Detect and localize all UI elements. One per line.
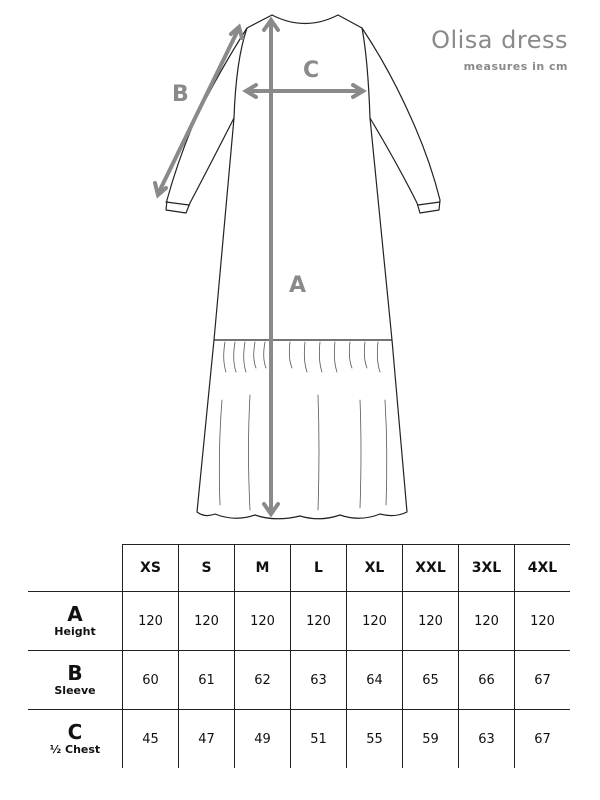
right-sleeve — [362, 28, 440, 213]
table-cell: 60 — [123, 651, 179, 710]
size-header: XS — [123, 545, 179, 592]
table-cell: 55 — [347, 710, 403, 769]
table-cell: 63 — [459, 710, 515, 769]
row-name: Height — [54, 625, 96, 638]
table-cell: 64 — [347, 651, 403, 710]
measures-unit-note: measures in cm — [463, 60, 568, 73]
size-header: M — [235, 545, 291, 592]
table-cell: 61 — [179, 651, 235, 710]
table-row-height — [28, 592, 570, 651]
size-header: L — [291, 545, 347, 592]
size-header-row — [28, 545, 570, 592]
label-c: C — [303, 58, 320, 83]
row-header-height — [28, 592, 123, 651]
table-corner — [28, 545, 123, 592]
label-b: B — [172, 82, 189, 107]
left-sleeve — [166, 28, 247, 213]
table-cell: 120 — [515, 592, 571, 651]
row-letter: C — [67, 720, 83, 744]
size-header: 3XL — [459, 545, 515, 592]
row-header-chest — [28, 710, 123, 769]
table-cell: 67 — [515, 651, 571, 710]
left-cuff — [166, 202, 189, 205]
dress-neckline — [272, 15, 338, 24]
table-cell: 63 — [291, 651, 347, 710]
table-cell: 67 — [515, 710, 571, 769]
table-cell: 62 — [235, 651, 291, 710]
table-cell: 120 — [235, 592, 291, 651]
row-header-sleeve — [28, 651, 123, 710]
measure-line-b — [159, 30, 238, 192]
size-header: XXL — [403, 545, 459, 592]
table-cell: 120 — [179, 592, 235, 651]
table-cell: 120 — [403, 592, 459, 651]
row-letter: A — [67, 602, 83, 626]
table-cell: 51 — [291, 710, 347, 769]
size-header: XL — [347, 545, 403, 592]
table-row-chest — [28, 710, 570, 769]
row-name: Sleeve — [54, 684, 96, 697]
table-cell: 120 — [347, 592, 403, 651]
table-cell: 45 — [123, 710, 179, 769]
size-chart-table — [28, 544, 570, 768]
table-cell: 65 — [403, 651, 459, 710]
table-row-sleeve — [28, 651, 570, 710]
table-cell: 47 — [179, 710, 235, 769]
row-letter: B — [67, 661, 83, 685]
table-cell: 120 — [123, 592, 179, 651]
size-header: 4XL — [515, 545, 571, 592]
table-cell: 59 — [403, 710, 459, 769]
product-title: Olisa dress — [431, 26, 568, 54]
ruffle-gathers — [219, 342, 386, 510]
right-cuff — [418, 202, 440, 205]
table-cell: 66 — [459, 651, 515, 710]
table-cell: 120 — [459, 592, 515, 651]
label-a: A — [289, 273, 307, 298]
size-header: S — [179, 545, 235, 592]
table-cell: 49 — [235, 710, 291, 769]
row-name: ½ Chest — [49, 743, 101, 756]
table-cell: 120 — [291, 592, 347, 651]
